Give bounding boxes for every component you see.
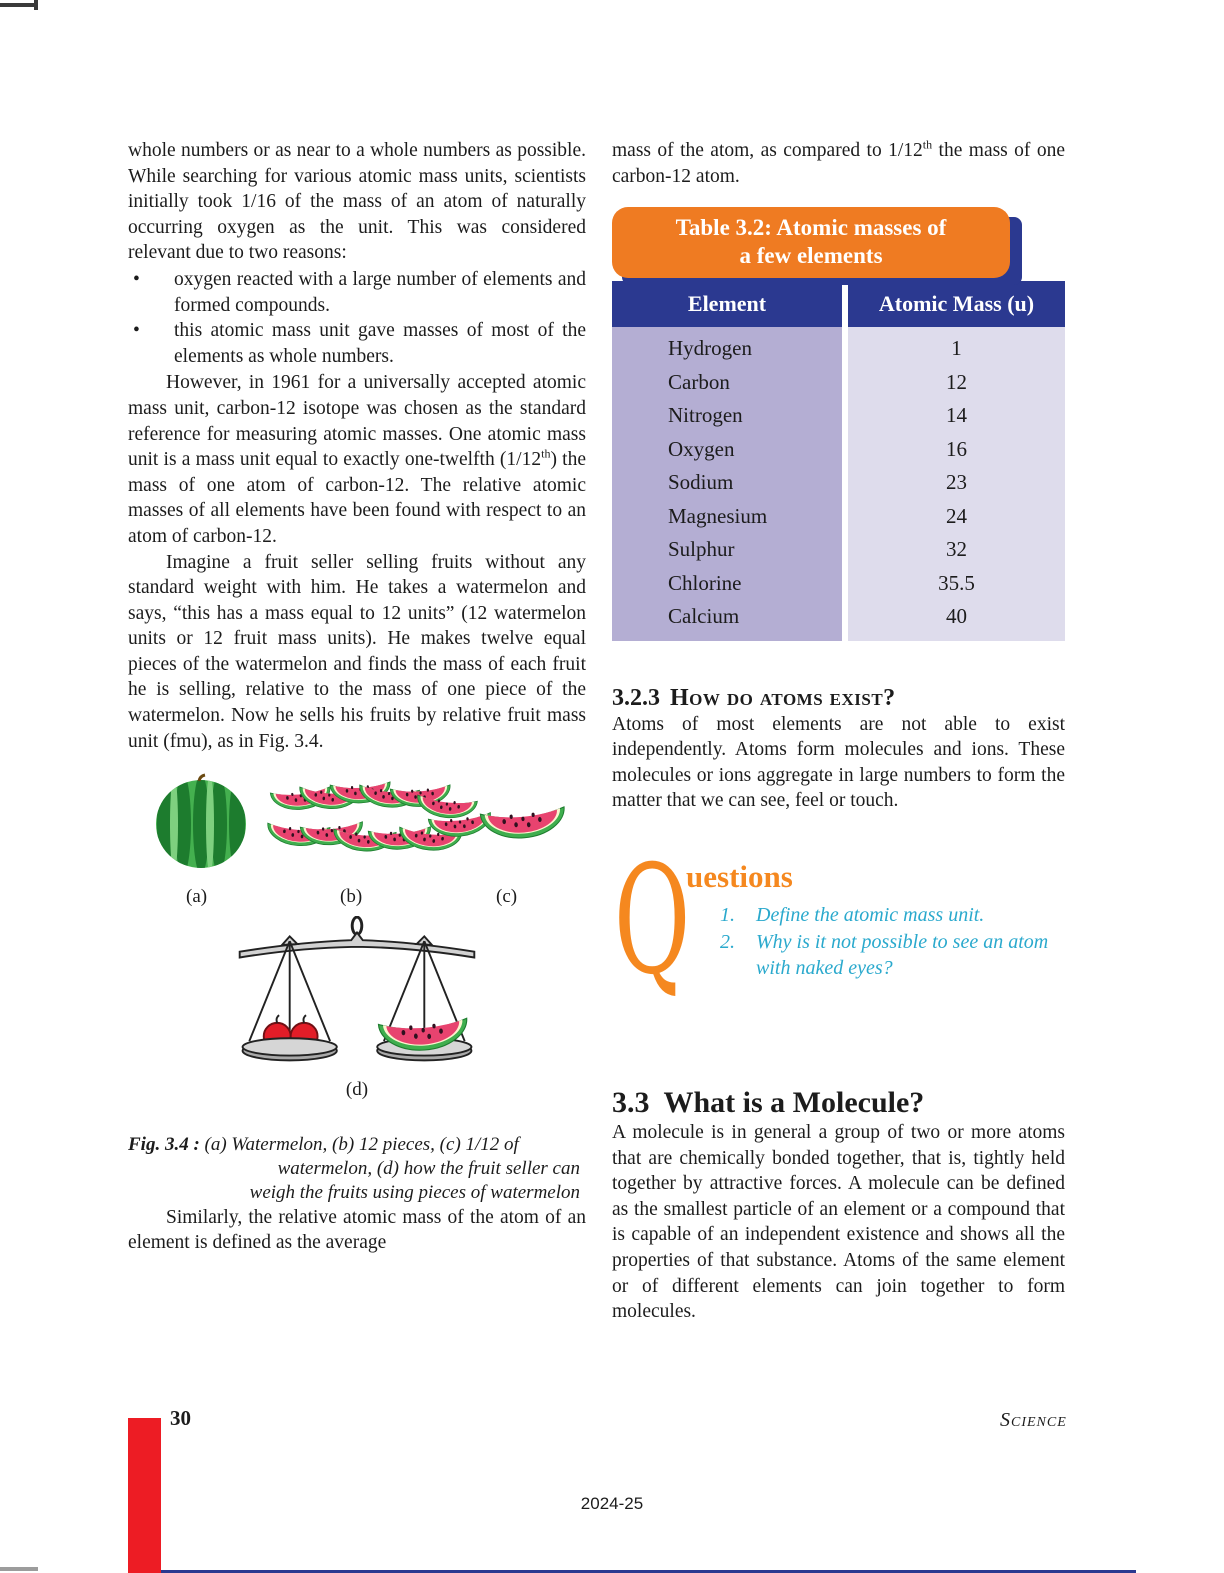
table-cell-element: Oxygen xyxy=(668,436,735,461)
bullet-list xyxy=(128,267,586,369)
table-cell-mass: 35.5 xyxy=(938,570,975,595)
paragraph-molecule-definition: A molecule is in general a group of two or more atoms that are chemically bonded together, that is, tightly held together by attractive forces. A molecule can be defined as the smallest particle of an element or a compound that is capable of an independent existence and shows all the properties of that substance. Atoms of the same element or of different elements can join together to form molecules. xyxy=(612,1122,1065,1323)
table-cell-element: Sodium xyxy=(668,470,734,495)
watermelon-slice-illustration xyxy=(480,807,566,842)
table-cell-mass: 40 xyxy=(946,604,967,629)
fig-label-c: (c) xyxy=(496,886,518,908)
crop-mark-top-left-tick xyxy=(34,0,38,10)
table-title-line: Table 3.2: Atomic masses of xyxy=(675,215,947,241)
bullet-text: oxygen reacted with a large number of elements and formed compounds. xyxy=(174,268,586,316)
question-number: 2. xyxy=(720,930,735,953)
balance-figure xyxy=(128,916,586,1079)
paragraph-fruit-seller: Imagine a fruit seller selling fruits without any standard weight with him. He takes a watermelon and says, “this has a mass equal to 12 units” (12 watermelon units or 12 fruit mass units). He makes twelve equal pieces of the watermelon and finds the mass of each fruit he is selling, relative to the mass of one piece of the watermelon. Now he sells his fruits by relative fruit mass unit (fmu), as in Fig. 3.4. xyxy=(128,551,586,752)
questions-list xyxy=(720,902,1065,982)
section-heading-323 xyxy=(612,685,1065,712)
bullet-text: this atomic mass unit gave masses of most of the elements as whole numbers. xyxy=(174,320,586,367)
left-column xyxy=(128,138,586,1256)
section-title: How do atoms exist? xyxy=(670,684,896,711)
paragraph-carbon12 xyxy=(128,370,586,549)
table-header-element: Element xyxy=(612,281,842,327)
question-item xyxy=(720,902,1065,929)
table-cell-element: Sulphur xyxy=(668,537,735,562)
table-header-mass: Atomic Mass (u) xyxy=(848,281,1065,327)
caption-text: (a) Watermelon, (b) 12 pieces, (c) 1/12 of xyxy=(199,1134,519,1156)
atomic-mass-table xyxy=(612,207,1065,641)
paragraph-carbon12-text: ) the mass of one atom of carbon-12. The relative atomic masses of all elements have been found with respect to an atom of carbon-12. xyxy=(128,449,586,547)
table-cell-element: Chlorine xyxy=(668,570,742,595)
table-cell-mass: 1 xyxy=(951,336,962,361)
page-number: 30 xyxy=(170,1406,191,1430)
crop-mark-bottom-left xyxy=(0,1567,38,1571)
table-cell-element: Magnesium xyxy=(668,503,768,528)
right-column xyxy=(612,138,1065,1325)
table-cell-mass: 12 xyxy=(946,369,967,394)
fig-label-a: (a) xyxy=(186,886,208,908)
questions-block xyxy=(612,834,1065,1050)
paragraph-mass-compare-text: mass of the atom, as compared to 1/12 xyxy=(612,140,923,161)
superscript-th: th xyxy=(541,446,551,461)
balance-scale-illustration xyxy=(232,916,482,1074)
section-title: What is a Molecule? xyxy=(663,1086,925,1120)
caption-figure-number: Fig. 3.4 : xyxy=(128,1134,200,1156)
caption-line: weigh the fruits using pieces of watermelon xyxy=(249,1181,580,1203)
footer-edition-year: 2024-25 xyxy=(580,1494,644,1513)
caption-line: watermelon, (d) how the fruit seller can xyxy=(277,1158,580,1180)
question-text: Why is it not possible to see an atom with naked eyes? xyxy=(756,930,1049,980)
table-title-line: a few elements xyxy=(739,243,883,269)
paragraph-mass-compare-text: the mass of one carbon-12 atom. xyxy=(612,140,1065,187)
fig-watermelon-abc-illustration xyxy=(128,768,586,886)
questions-drop-cap: Q xyxy=(614,834,691,1009)
paragraph-atoms-exist: Atoms of most elements are not able to exist independently. Atoms form molecules and ions. These molecules or ions aggregate in large numbers to form the matter that we can see, feel or touch. xyxy=(612,713,1065,812)
table-cell-mass: 23 xyxy=(946,470,967,495)
table-cell-mass: 14 xyxy=(946,403,967,428)
table-cell-element: Carbon xyxy=(668,369,730,394)
bullet-marker: • xyxy=(133,320,140,342)
table-cell-element: Hydrogen xyxy=(668,336,752,361)
table-cell-element: Calcium xyxy=(668,604,740,629)
watermelon-pieces-illustration xyxy=(266,782,492,853)
fig-label-d: (d) xyxy=(345,1079,369,1101)
paragraph-carbon12-text: However, in 1961 for a universally accepted atomic mass unit, carbon-12 isotope was chosen as the standard reference for measuring atomic masses. One atomic mass unit is a mass unit equal to exactly one-twelfth (1/12 xyxy=(128,372,586,471)
footer-book-title: Science xyxy=(1000,1409,1067,1431)
section-number: 3.3 xyxy=(612,1086,650,1120)
bullet-marker: • xyxy=(133,268,140,290)
question-text: Define the atomic mass unit. xyxy=(756,904,985,927)
superscript-th: th xyxy=(922,137,933,152)
question-number: 1. xyxy=(720,904,735,927)
watermelon-whole-illustration xyxy=(156,774,246,874)
caption-line xyxy=(128,1133,586,1157)
table-title-banner xyxy=(612,207,1065,281)
table-header-row xyxy=(612,281,1065,327)
table-cell-mass: 32 xyxy=(946,537,967,562)
table-cell-element: Nitrogen xyxy=(668,403,743,428)
figure-sublabels xyxy=(128,886,586,910)
table-title xyxy=(612,207,1010,278)
paragraph-amu-history: whole numbers or as near to a whole numbers as possible. While searching for various atomic mass units, scientists initially took 1/16 of the mass of an atom of naturally occurring oxygen as the unit. This was considered relevant due to two reasons: xyxy=(128,140,586,264)
bullet-item xyxy=(128,267,586,318)
table-body xyxy=(612,327,1065,641)
section-heading-33 xyxy=(612,1086,1065,1120)
paragraph-relative-atomic-mass: Similarly, the relative atomic mass of the atom of an element is defined as the average xyxy=(128,1206,586,1254)
fig-label-b: (b) xyxy=(340,886,363,908)
question-item xyxy=(720,929,1065,982)
section-number: 3.2.3 xyxy=(612,684,660,711)
questions-heading: uestions xyxy=(686,859,793,895)
paragraph-mass-compare xyxy=(612,138,1065,189)
table-element-column xyxy=(612,327,842,641)
table-cell-mass: 16 xyxy=(946,436,967,461)
bullet-item xyxy=(128,318,586,369)
crop-mark-top-left xyxy=(0,3,36,7)
figure-caption xyxy=(128,1133,586,1204)
table-cell-mass: 24 xyxy=(946,503,967,528)
table-mass-column xyxy=(848,327,1065,641)
